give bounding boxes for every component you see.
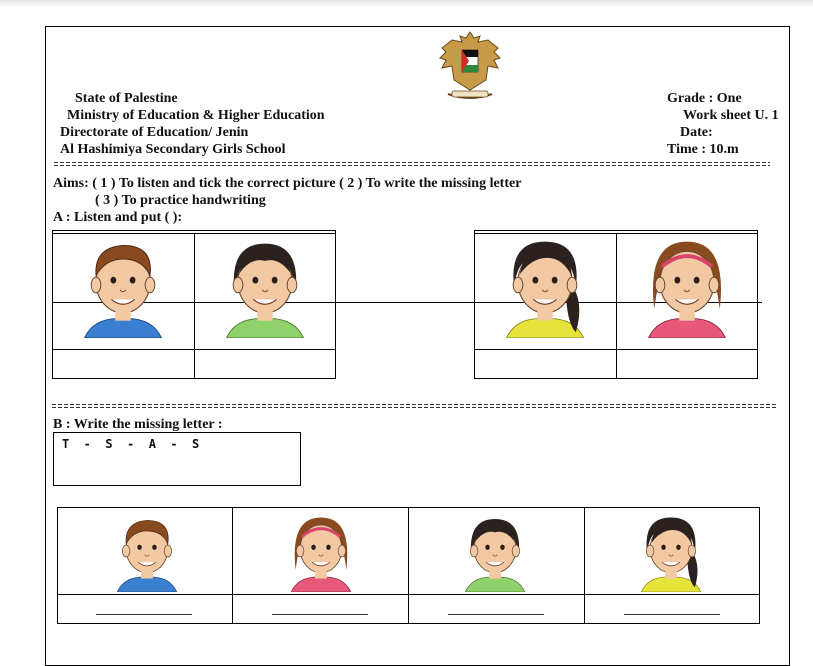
aims-line-1: Aims: ( 1 ) To listen and tick the correct picture ( 2 ) To write the missing letter: [53, 176, 522, 191]
top-shadow-band: [0, 0, 813, 7]
header-directorate: Directorate of Education/ Jenin: [60, 125, 249, 140]
girl-short-hair-face-icon[interactable]: [212, 232, 318, 338]
header-worksheet: Work sheet U. 1: [683, 108, 779, 123]
header-date: Date:: [680, 125, 713, 140]
header-ministry: Ministry of Education & Higher Education: [67, 108, 325, 123]
girl-ponytail-face-icon[interactable]: [492, 232, 598, 338]
boy-face-icon[interactable]: [70, 232, 176, 338]
palestine-emblem-icon: [438, 28, 502, 106]
header-state: State of Palestine: [75, 91, 178, 106]
answer-blank[interactable]: [272, 614, 368, 615]
girl-headband-face-icon[interactable]: [282, 510, 360, 592]
section-a-title: A : Listen and put ( ):: [53, 210, 183, 225]
girl-headband-face-icon[interactable]: [634, 232, 740, 338]
letters-row: T - S - A - S: [62, 437, 200, 451]
boy-face-icon[interactable]: [108, 510, 186, 592]
section-b-title: B : Write the missing letter :: [53, 417, 223, 432]
aims-line-2: ( 3 ) To practice handwriting: [95, 193, 266, 208]
header-grade: Grade : One: [667, 91, 742, 106]
answer-blank[interactable]: [624, 614, 720, 615]
answer-blank[interactable]: [448, 614, 544, 615]
header-time: Time : 10.m: [667, 142, 739, 157]
girl-short-hair-face-icon[interactable]: [456, 510, 534, 592]
separator-line: [54, 162, 770, 166]
separator-line-2: [52, 404, 776, 408]
girl-ponytail-face-icon[interactable]: [632, 510, 710, 592]
header-school: Al Hashimiya Secondary Girls School: [60, 142, 286, 157]
answer-blank[interactable]: [96, 614, 192, 615]
